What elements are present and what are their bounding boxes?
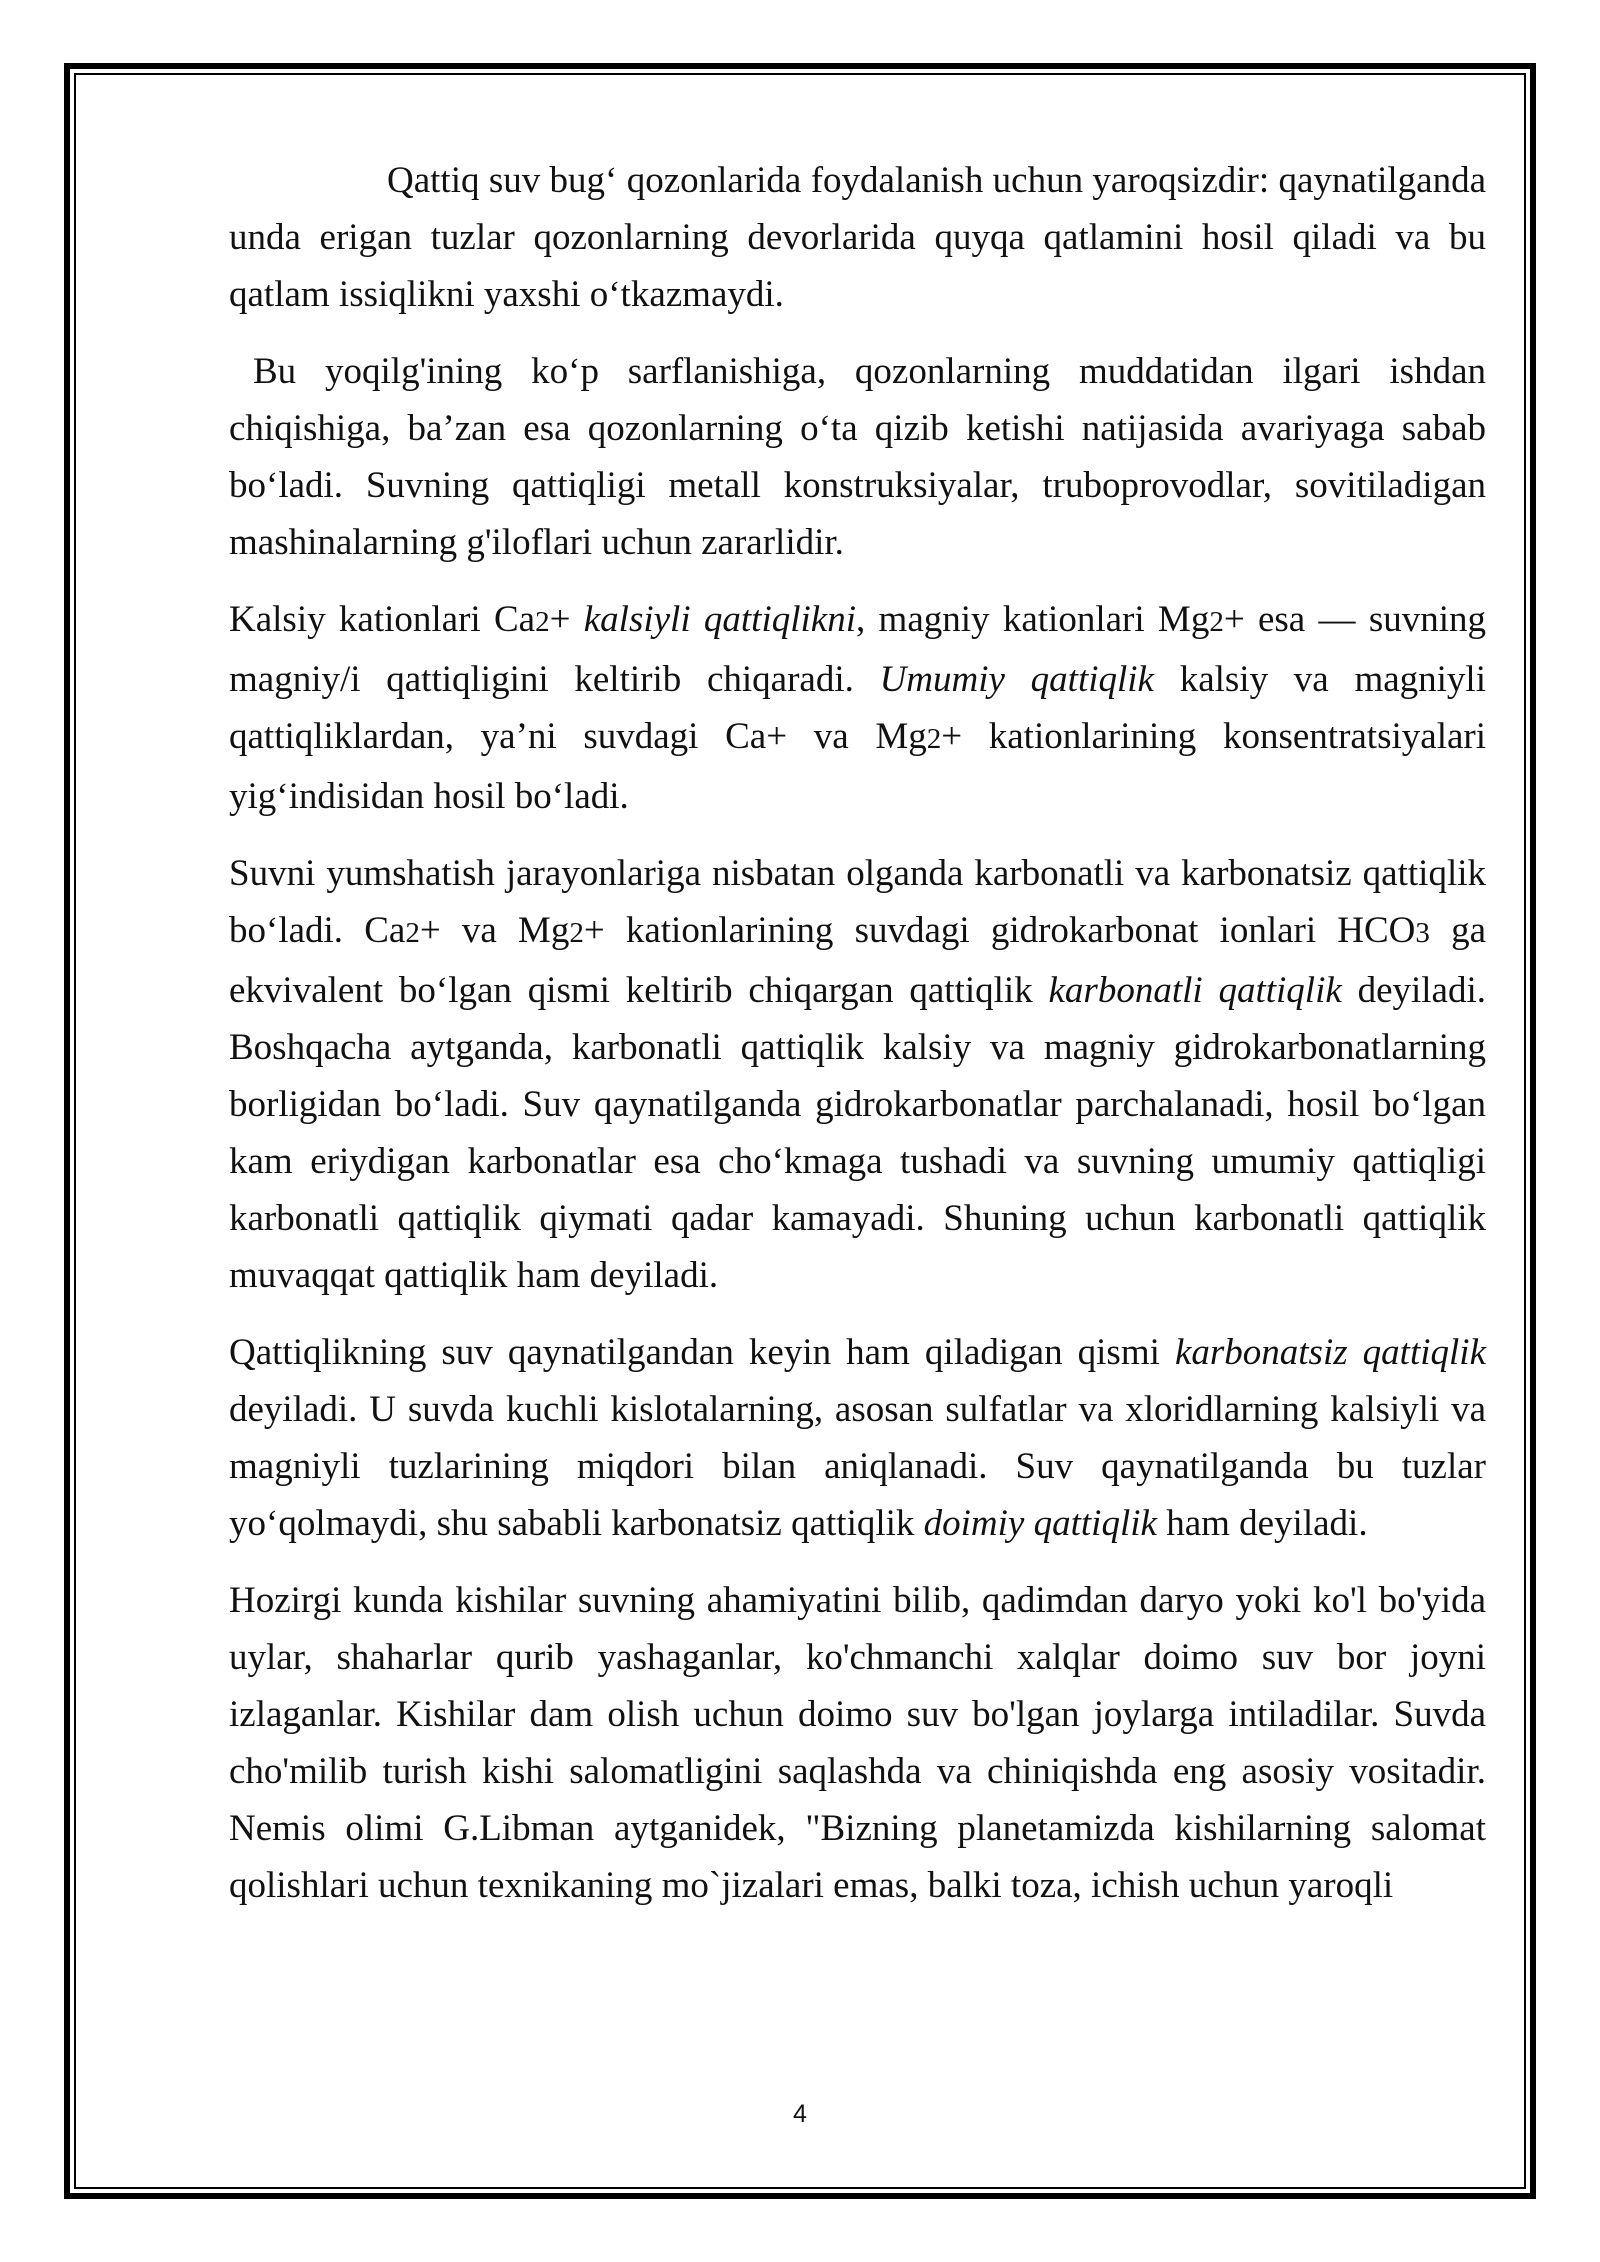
text-run: deyiladi. U suvda kuchli kislotalarning, asosan sulfatlar va xloridlarning kalsiyli va magniyli tuzlarining miqdori bilan aniqlanadi. Suv qaynatilganda bu tuzlar yo‘qolmaydi, shu sababli karbonatsiz qattiqlik xyxy=(229,1389,1486,1544)
text-run: + va Mg xyxy=(419,910,570,951)
paragraph-water-importance: Hozirgi kunda kishilar suvning ahamiyatini bilib, qadimdan daryo yoki ko'l bo'yida uylar, shaharlar qurib yashaganlar, ko'chmanchi xalqlar doimo suv bor joyni izlaganlar. Kishilar dam olish uchun doimo suv bo'lgan joylarga intiladilar. Suvda cho'milib turish kishi salomatligini saqlashda va chiniqishda eng asosiy vositadir. Nemis olimi G.Libman aytganidek, "Bizning planetamizda kishilarning salomat qolishlari uchun texnikaning mo`jizalari emas, balki toza, ichish uchun yaroqli xyxy=(229,1580,1486,1906)
page-number: 4 xyxy=(793,2100,807,2128)
paragraph-calcium-magnesium-hardness xyxy=(229,591,1486,825)
text-run: ga ekvivalent bo‘lgan qismi keltirib chiqargan qattiqlik xyxy=(229,910,1486,1011)
text-run: kalsiy va magniyli qattiqliklardan, ya’ni suvdagi Ca+ va Mg xyxy=(229,659,1486,757)
text-run: deyiladi. Boshqacha aytganda, karbonatli qattiqlik kalsiy va magniy gidrokarbonatlarning borligidan bo‘ladi. Suv qaynatilganda gidrokarbonatlar parchalanadi, hosil bo‘lgan kam eriydigan karbonatlar esa cho‘kmaga tushadi va suvning umumiy qattiqligi karbonatli qattiqlik qiymati qadar kamayadi. Shuning uchun karbonatli qattiqlik muvaqqat qattiqlik ham deyiladi. xyxy=(229,970,1487,1296)
text-run: Kalsiy kationlari Ca xyxy=(229,599,536,640)
ion-charge-digit: 2 xyxy=(405,917,420,949)
paragraph-noncarbonate-hardness xyxy=(229,1324,1486,1552)
text-run: Suvni yumshatish jarayonlariga nisbatan olganda karbonatli va karbonatsiz qattiqlik bo‘ladi. Ca xyxy=(229,853,1486,951)
text-run: , magniy kationlari Mg xyxy=(856,599,1210,640)
term-karbonatli-qattiqlik: karbonatli qattiqlik xyxy=(1048,970,1342,1011)
text-run: Qattiqlikning suv qaynatilgandan keyin ham qiladigan qismi xyxy=(229,1332,1175,1373)
text-run: ham deyiladi. xyxy=(1156,1503,1368,1544)
paragraph-carbonate-hardness xyxy=(229,845,1486,1304)
term-doimiy-qattiqlik: doimiy qattiqlik xyxy=(923,1503,1157,1544)
term-karbonatsiz-qattiqlik: karbonatsiz qattiqlik xyxy=(1174,1332,1487,1373)
ion-charge-digit: 2 xyxy=(569,917,584,949)
ion-charge-digit: 2 xyxy=(926,723,942,755)
paragraph-fuel-consumption: Bu yoqilg'ining ko‘p sarflanishiga, qozonlarning muddatidan ilgari ishdan chiqishiga, ba’zan esa qozonlarning o‘ta qizib ketishi natijasida avariyaga sabab bo‘ladi. Suvning qattiqligi metall konstruksiyalar, truboprovodlar, sovitiladigan mashinalarning g'iloflari uchun zararlidir. xyxy=(229,351,1486,563)
paragraph-hard-water-boilers: Qattiq suv bug‘ qozonlarida foydalanish uchun yaroqsizdir: qaynatilganda unda erigan tuzlar qozonlarning devorlarida quyqa qatlamini hosil qiladi va bu qatlam issiqlikni yaxshi o‘tkazmaydi. xyxy=(229,160,1486,315)
text-run: + esa — suvning magniy/i qattiqligini keltirib chiqaradi. xyxy=(229,599,1486,700)
formula-subscript: 3 xyxy=(1415,917,1430,949)
term-umumiy-qattiqlik: Umumiy qattiqlik xyxy=(879,659,1154,700)
text-run: + xyxy=(549,599,584,640)
ion-charge-digit: 2 xyxy=(1209,606,1224,638)
text-run: + kationlarining suvdagi gidrokarbonat ionlari HCO xyxy=(583,910,1416,951)
document-body xyxy=(229,152,1486,1934)
text-run: + kationlarining konsentratsiyalari yig‘indisidan hosil bo‘ladi. xyxy=(229,716,1486,817)
term-kalsiyli-qattiqlikni: kalsiyli qattiqlikni xyxy=(583,599,857,640)
ion-charge-digit: 2 xyxy=(535,606,550,638)
